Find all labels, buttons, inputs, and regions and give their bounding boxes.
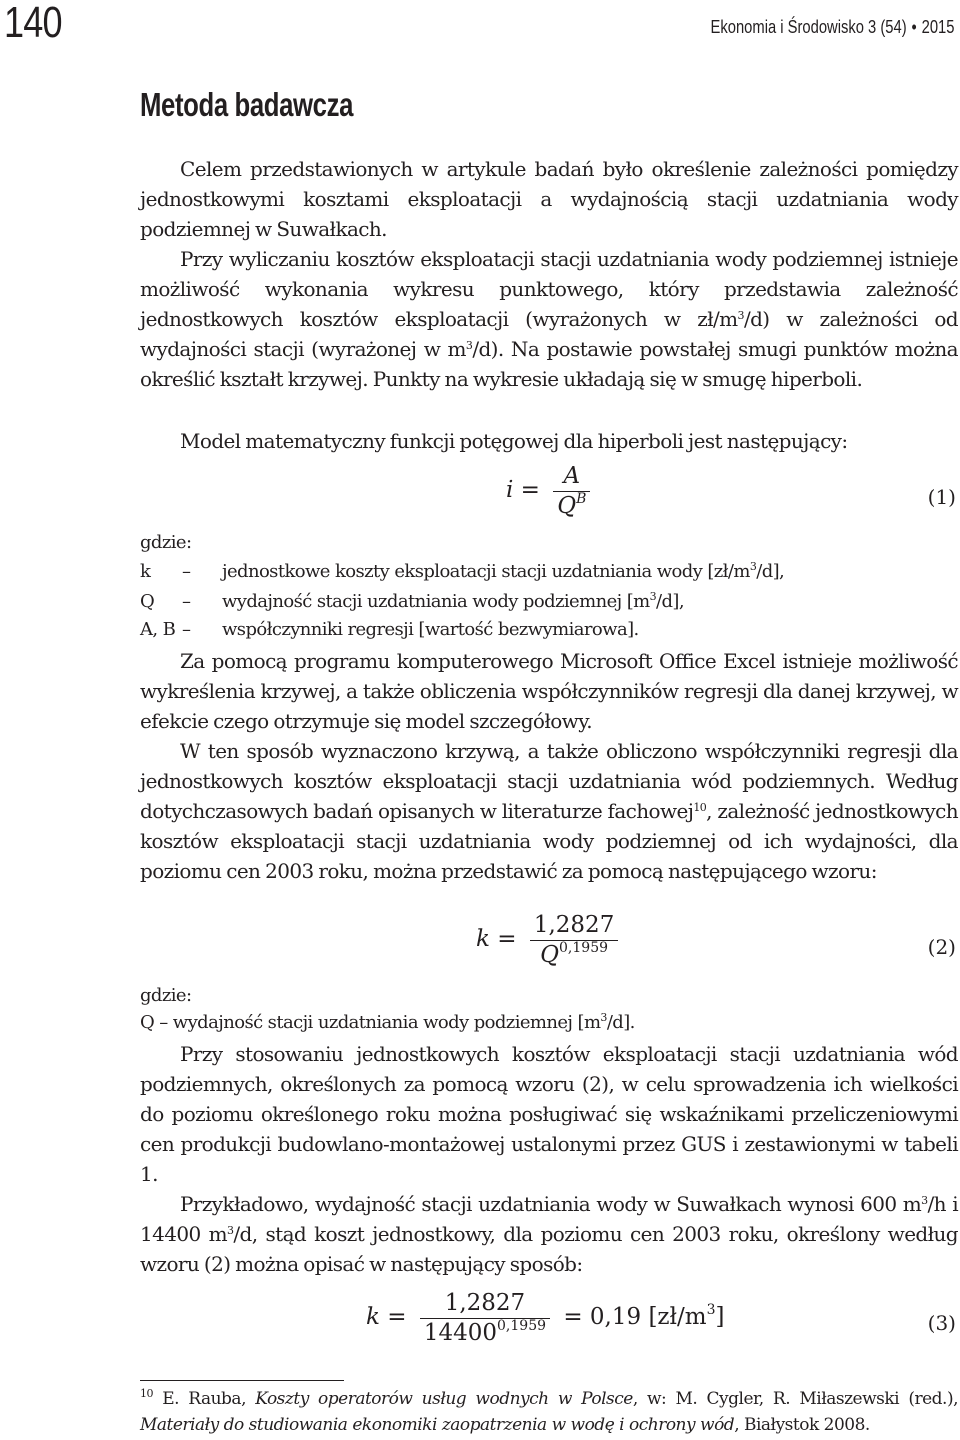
paragraph-2: Przy wyliczaniu kosztów eksploatacji stacji uzdatniania wody podziemnej istnieje możliwość wykonania wykresu punktowego, który przedstawia zależność jednostkowych kosztów eksploatacji (wyrażonych w $zł/m^3/d$) w zależności od wydajności stacji (wyrażonej w $m^3/d$). Na postawie powstałej smugi punktów można określić kształt krzywej. Punkty na wykresie układają się w smugę hiperboli. (140, 247, 959, 391)
section-title: Metoda badawcza (140, 86, 354, 123)
footnote-ref-10: 10 (693, 801, 707, 814)
page-number: 140 (4, 0, 62, 47)
paragraph-3: Model matematyczny funkcji potęgowej dla hiperboli jest następujący: (180, 429, 848, 453)
equation-3-number: (3) (927, 1311, 956, 1335)
running-head (710, 17, 954, 38)
footnote-10: $^{10}$ E. Rauba, Koszty operatorów usług wodnych w Polsce, w: M. Cygler, R. Miłaszewski (red.), Materiały do studiowania ekonomiki zaopatrzenia w wodę i ochrony wód, Białystok 2008. (140, 1387, 958, 1435)
where-label-2: gdzie: (140, 985, 192, 1006)
definition-q-2: Q – wydajność stacji uzdatniania wody podziemnej $[m^3/d]$. (140, 1011, 635, 1033)
definition-ab: A, B – współczynniki regresji [wartość bezwymiarowa]. (140, 619, 639, 640)
paragraph-6: Przy stosowaniu jednostkowych kosztów eksploatacji stacji uzdatniania wód podziemnych, określonych za pomocą wzoru (2), w celu sprowadzenia ich wielkości do poziomu określonego roku można posługiwać się wskaźnikami przeliczeniowymi cen produkcji budowlano-montażowej ustalonymi przez GUS i zestawionymi w tabeli 1. (140, 1042, 958, 1186)
journal-name: Ekonomia i Środowisko 3 (54) (710, 17, 907, 37)
where-label-1: gdzie: (140, 532, 192, 553)
footnote-rule (140, 1380, 344, 1381)
equation-2-number: (2) (927, 935, 956, 959)
equation-2: k = $\frac{1,2827}{Q^{0,1959}}$ (476, 912, 624, 968)
definition-q: Q – wydajność stacji uzdatniania wody podziemnej $[m^3/d]$, (140, 590, 684, 612)
paragraph-7: Przykładowo, wydajność stacji uzdatniania wody w Suwałkach wynosi 600 $m^3/h$ i 14400 $m^3/d$, stąd koszt jednostkowy, dla poziomu cen 2003 roku, określony według wzoru (2) można opisać w następujący sposób: (140, 1192, 959, 1276)
equation-1: i = $\frac{A}{Q^B}$ (506, 463, 596, 519)
separator-dot: • (911, 17, 917, 37)
equation-1-number: (1) (927, 485, 956, 509)
definition-k: k – jednostkowe koszty eksploatacji stacji uzdatniania wody $[zł/m^3/d]$, (140, 560, 785, 582)
paragraph-5: W ten sposób wyznaczono krzywą, a także obliczono współczynniki regresji dla jednostkowych kosztów eksploatacji stacji uzdatniania wód podziemnych. Według dotychczasowych badań opisanych w literaturze fachowej$^{10}$, zależność jednostkowych kosztów eksploatacji stacji uzdatniania wody podziemnej od ich wydajności, dla poziomu cen 2003 roku, można przedstawić za pomocą następującego wzoru: (140, 739, 958, 883)
journal-year: 2015 (921, 17, 954, 37)
paragraph-1: Celem przedstawionych w artykule badań było określenie zależności pomiędzy jednostkowymi kosztami eksploatacji a wydajnością stacji uzdatniania wody podziemnej w Suwałkach. (140, 157, 958, 241)
paragraph-4: Za pomocą programu komputerowego Microsoft Office Excel istnieje możliwość wykreślenia krzywej, a także obliczenia współczynników regresji dla danej krzywej, w efekcie czego otrzymuje się model szczegółowy. (140, 649, 958, 733)
equation-3: k = $\frac{1,2827}{14400^{0,1959}}$ = 0,19 $[zł/m^3]$ (366, 1290, 725, 1346)
